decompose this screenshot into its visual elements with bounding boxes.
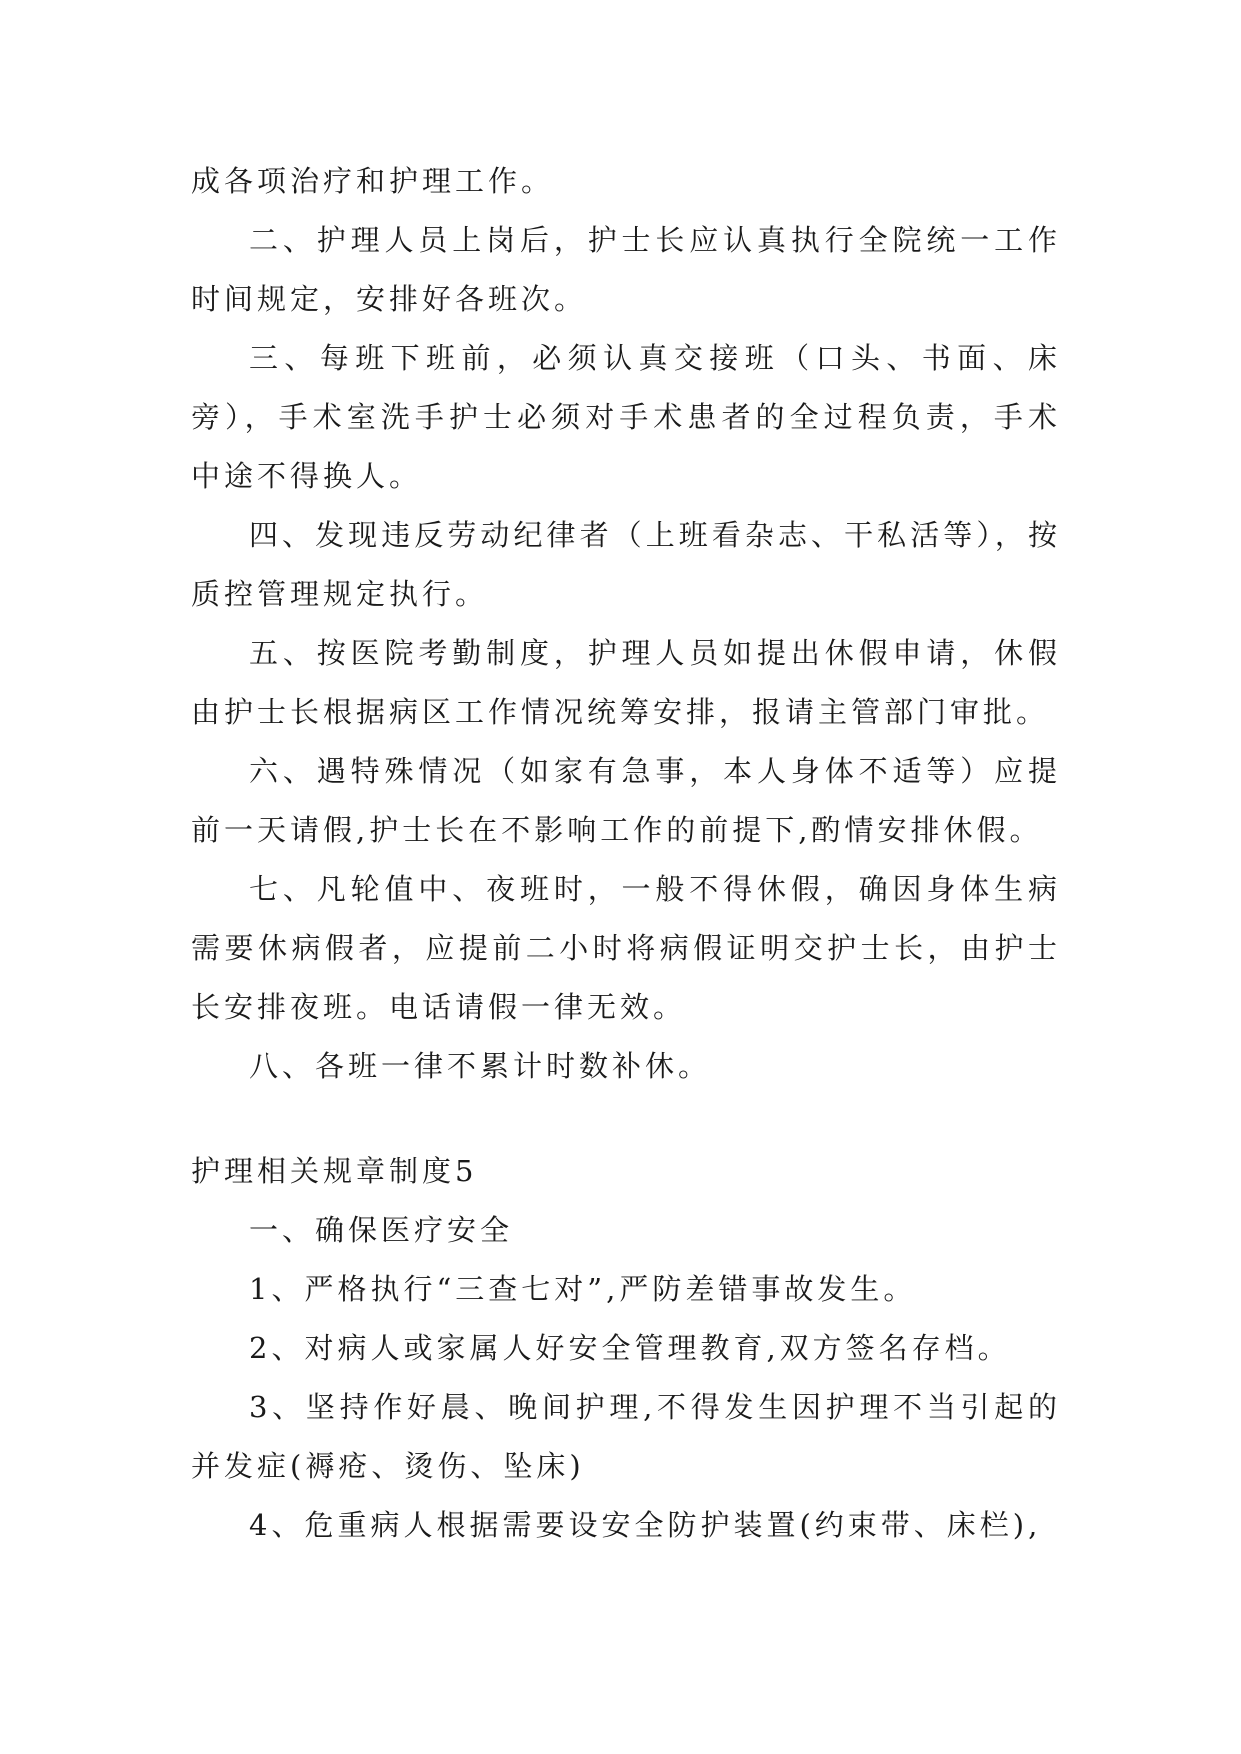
section-rule-4: 4、危重病人根据需要设安全防护装置(约束带、床栏),	[249, 1508, 1042, 1542]
paragraph-item-5: 五、按医院考勤制度，护理人员如提出休假申请，休假由护士长根据病区工作情况统筹安排，报请主管部门审批。	[191, 636, 1061, 729]
document-body	[191, 152, 1061, 1555]
paragraph-continuation: 成各项治疗和护理工作。	[191, 164, 555, 198]
paragraph-item-2: 二、护理人员上岗后，护士长应认真执行全院统一工作时间规定，安排好各班次。	[191, 223, 1061, 316]
section-rule-2: 2、对病人或家属人好安全管理教育,双方签名存档。	[249, 1331, 1011, 1365]
paragraph-item-7: 七、凡轮值中、夜班时，一般不得休假，确因身体生病需要休病假者，应提前二小时将病假证明交护士长，由护士长安排夜班。电话请假一律无效。	[191, 872, 1061, 1024]
section-heading-1: 一、确保医疗安全	[249, 1213, 514, 1247]
paragraph-item-3: 三、每班下班前，必须认真交接班（口头、书面、床旁），手术室洗手护士必须对手术患者的全过程负责，手术中途不得换人。	[191, 341, 1061, 493]
section-rule-1: 1、严格执行“三查七对”,严防差错事故发生。	[249, 1272, 917, 1306]
paragraph-item-6: 六、遇特殊情况（如家有急事，本人身体不适等）应提前一天请假,护士长在不影响工作的前提下,酌情安排休假。	[191, 754, 1061, 847]
paragraph-item-4: 四、发现违反劳动纪律者（上班看杂志、干私活等），按质控管理规定执行。	[191, 518, 1061, 611]
section-title: 护理相关规章制度5	[191, 1154, 478, 1188]
paragraph-item-8: 八、各班一律不累计时数补休。	[249, 1049, 712, 1083]
section-rule-3: 3、坚持作好晨、晚间护理,不得发生因护理不当引起的并发症(褥疮、烫伤、坠床)	[191, 1390, 1061, 1483]
